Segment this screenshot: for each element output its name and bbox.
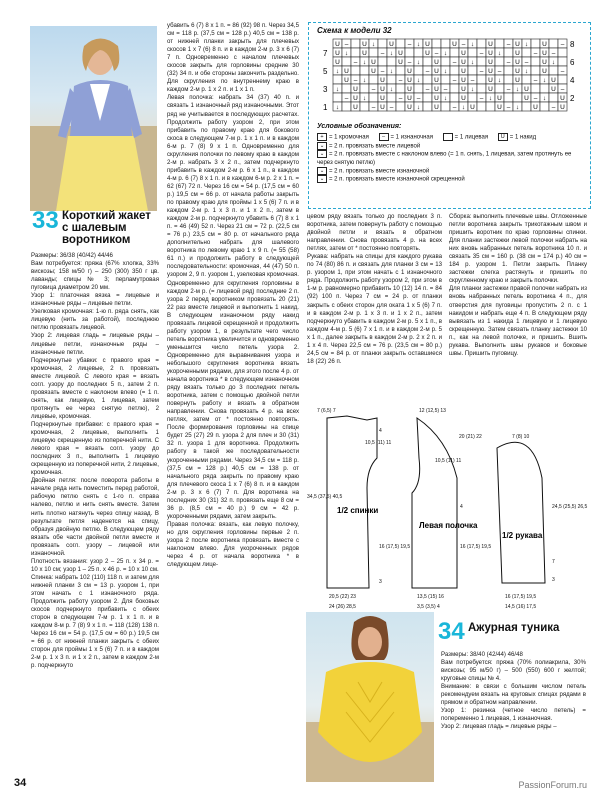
front-dim: 12 (12,5) 13: [419, 408, 446, 414]
model34-illustration: [306, 612, 434, 782]
chart-cell: [531, 39, 540, 48]
chart-symbol: –: [416, 95, 421, 102]
chart-cell: [450, 84, 459, 93]
chart-cell: [441, 102, 450, 111]
chart-symbol: U: [542, 41, 547, 48]
chart-symbol: U: [353, 86, 358, 93]
chart-symbol: U: [389, 41, 394, 48]
back-label: 1/2 спинки: [337, 506, 379, 515]
chart-symbol: –: [479, 50, 484, 57]
chart-symbol: ↓: [443, 95, 448, 102]
site-footer: PassionForum.ru: [518, 780, 587, 790]
chart-cell: [378, 39, 387, 48]
chart-cell: [441, 57, 450, 66]
selvage-symbol-icon: +: [317, 133, 327, 141]
sleeve-dim: 24,5 (25,5) 26,5: [552, 504, 588, 510]
legend-row: ⌄ = 2 п. провязать вместе изнаночной: [317, 167, 585, 176]
chart-symbol: ↓: [335, 68, 340, 75]
chart-symbol: U: [488, 77, 493, 84]
chart-symbol: ↓: [497, 50, 502, 57]
chart-symbol: U: [470, 104, 475, 111]
legend-row: ⌄ = 2 п. провязать вместе лицевой: [317, 142, 585, 151]
legend: [317, 133, 585, 184]
chart-cell: [558, 75, 567, 84]
chart-symbol: U: [380, 104, 385, 111]
chart-cell: [504, 66, 513, 75]
chart-symbol: U: [551, 77, 556, 84]
chart-symbol: –: [380, 68, 385, 75]
chart-symbol: U: [515, 59, 520, 66]
chart-box: [308, 22, 591, 209]
chart-symbol: U: [335, 41, 340, 48]
chart-cell: [387, 57, 396, 66]
chart-symbol: U: [434, 68, 439, 75]
chart-symbol: U: [524, 86, 529, 93]
chart-symbol: –: [452, 104, 457, 111]
chart-symbol: –: [506, 41, 511, 48]
chart-cell: [468, 66, 477, 75]
model34-title: Ажурная туника: [468, 622, 560, 634]
chart-symbol: –: [506, 104, 511, 111]
chart-symbol: –: [524, 59, 529, 66]
chart-symbol: ↓: [470, 41, 475, 48]
page-number: 34: [14, 777, 27, 789]
chart-symbol: U: [515, 68, 520, 75]
chart-symbol: U: [542, 59, 547, 66]
chart-symbol: –: [560, 86, 565, 93]
chart-symbol: U: [398, 50, 403, 57]
chart-cell: [342, 102, 351, 111]
chart-symbol: ↓: [389, 68, 394, 75]
chart-grid: [321, 35, 583, 130]
chart-title: Схема к модели 32: [317, 26, 392, 35]
chart-cell: [531, 57, 540, 66]
chart-symbol: U: [461, 68, 466, 75]
chart-cell: [342, 57, 351, 66]
chart-symbol: U: [380, 86, 385, 93]
chart-cell: [396, 66, 405, 75]
chart-symbol: –: [407, 59, 412, 66]
chart-symbol: U: [461, 59, 466, 66]
chart-symbol: –: [353, 77, 358, 84]
chart-symbol: ↓: [416, 41, 421, 48]
chart-symbol: ↓: [371, 41, 376, 48]
chart-symbol: ↓: [416, 104, 421, 111]
chart-symbol: ↓: [362, 59, 367, 66]
chart-symbol: ↓: [461, 104, 466, 111]
chart-symbol: –: [461, 41, 466, 48]
chart-cell: [333, 75, 342, 84]
model33-col2: убавить 6 (7) 8 х 1 п. = 86 (92) 98 п. Через 34,5 см = 118 р. (37,5 см = 128 р.) 40,5 см = 138 р. от нижней планки закрыть для плечевых скосов 1 х 7 (6) 8 п. и в каждом 2-м р. 3 х 6 (7) 7 п. Одновременно с началом плечевых скосов закрыть для горловины средние 30 (32) 34 п. и обе стороны закончить раздельно. Для скругления по внутреннему краю в каждом 2-м р. 1 х 2 п. и 1 х 1 п. Левая полочка: набрать 34 (37) 40 п. и связать 1 изнаночный ряд изнаночными. Этот ряд не учитывается в последующих расчетах. Продолжить работу узором 2, при этом прибавить по правому краю для бокового скоса в следующем 7-м р. 1 х 1 п. и в каждом 6-м р. 7 (8) 9 х 1 п. Одновременно для скругления полочки по левому краю в каждом 2-м р. набрать 3 х 2 п., затем подчеркнуто прибавить в каждом 2-м р. 6 х 1 п., в каждом 4-м р. 6 (7) 8 х 1 п. и в каждом 6-м р. 2 х 1 п. = 62 (67) 72 п. Через 16 см = 54 р. (17,5 см = 60 р.) 19,5 см = 66 р. от начала работы закрыть по правому краю для проймы 1 х 5 (6) 7 п. и в каждом 2-м р. 1 х 3 п. и 1 х 2 п., затем в каждом 2-м р. подчеркнуто убавить 6 (7) 8 х 1 п. = 46 (49) 52 п. Через 21 см = 72 р. (22,5 см = 76 р.) 23,5 см = 80 р. от начального ряда дополнительно набрать для шалевого воротника по левому краю 1 х 9 п. (= 55 (58) 61 п.) и продолжить работу в следующей последовательности: кромочная, 44 (47) 50 п. узором 2, 9 п. узором 1, узелковая кромочная. Одновременно для скругления горловины в каждом 2-м р. (= лицевой ряд) последние 2 п. узора 2 перед воротником провязать 20 (21) 22 раз вместе лицевой и выполнить 1 накид. В следующем изнаночном ряду накид провязать лицевой скрещенной и продолжить работу узором 1, в результате чего число петель воротника увеличится и одновременно уменьшится число петель узора 2. Одновременно для выравнивания узора и небольшого скругления воротника вязать укороченными рядами, для этого после 4 р. от начала воротника * в следующем изнаночном ряду вязать только до 3 последних петель воротника, затем с помощью двойной петли повернуть работу и вязать в обратном направлении. Снова провязать 4 р. на всех петлях, затем от * постоянно повторять. После формирования горловины на спице будет 25 (27) 29 п. узора 2 для плеч и 30 (31) 32 п. узора 1 для воротника. Продолжить работу в такой же последовательности укороченными рядами. Через 34,5 см = 118 р. (37,5 см = 128 р.) 40,5 см = 138 р. от начального ряда закрыть по правому краю для плечевого скоса 1 х 7 (6) 8 п. и в каждом 2-м р. 3 х 6 (7) 7 п. Для воротника на последних 30 (31) 32 п. провязать еще 8 см = 36 р. (8,5 см = 40 р.) 9 см = 42 р. укороченными рядами, затем закрыть. Правая полочка: вязать, как левую полочку, но для скругления горловины первые 2 п. узора 2 после воротника провязать вместе с наклоном влево. Для укороченных рядов через 4 р. от начала воротника * в следующем лице-: [167, 22, 299, 569]
chart-cell: [423, 75, 432, 84]
chart-symbol: –: [479, 95, 484, 102]
chart-symbol: ↓: [389, 50, 394, 57]
chart-symbol: –: [398, 95, 403, 102]
chart-cell: [360, 102, 369, 111]
chart-symbol: ↓: [542, 95, 547, 102]
legend-title: Условные обозначения:: [317, 123, 402, 130]
chart-cell: [540, 84, 549, 93]
chart-cell: [450, 48, 459, 57]
front-dim: 10,5 (11) 11: [435, 458, 462, 464]
sleeve-outline: [497, 442, 545, 583]
chart-cell: [477, 84, 486, 93]
chart-symbol: U: [434, 77, 439, 84]
chart-symbol: ↓: [515, 104, 520, 111]
p2tog-tbl-symbol-icon: ⌄: [317, 175, 327, 183]
chart-symbol: –: [434, 50, 439, 57]
chart-symbol: –: [371, 86, 376, 93]
chart-symbol: U: [461, 86, 466, 93]
chart-symbol: –: [470, 77, 475, 84]
sleeve-dim: 14,5 (16) 17,5: [505, 604, 537, 610]
back-dim: 16 (17,5) 19,5: [379, 544, 411, 550]
chart-symbol: –: [425, 86, 430, 93]
row-label-right: 8: [570, 40, 575, 49]
chart-cell: [522, 102, 531, 111]
chart-symbol: –: [443, 86, 448, 93]
chart-cell: [477, 102, 486, 111]
chart-symbol: U: [335, 59, 340, 66]
chart-symbol: U: [560, 104, 565, 111]
chart-symbol: U: [344, 68, 349, 75]
chart-symbol: U: [515, 77, 520, 84]
chart-symbol: U: [533, 104, 538, 111]
chart-cell: [504, 93, 513, 102]
back-dim: 34,5 (37,5) 40,5: [307, 494, 343, 500]
chart-symbol: U: [488, 59, 493, 66]
back-dim: 3: [379, 579, 382, 585]
chart-cell: [513, 93, 522, 102]
chart-cell: [351, 39, 360, 48]
chart-symbol: U: [380, 77, 385, 84]
chart-symbol: U: [497, 95, 502, 102]
chart-symbol: –: [506, 86, 511, 93]
sleeve-dim: 7: [552, 559, 555, 565]
chart-symbol: ↓: [362, 77, 367, 84]
chart-cell: [441, 39, 450, 48]
row-label-right: 6: [570, 58, 575, 67]
chart-symbol: U: [353, 95, 358, 102]
chart-symbol: ↓: [443, 68, 448, 75]
chart-cell: [495, 57, 504, 66]
chart-cell: [387, 93, 396, 102]
chart-symbol: U: [407, 104, 412, 111]
chart-cell: [540, 102, 549, 111]
chart-symbol: U: [371, 59, 376, 66]
back-dim: 10,5 (11) 11: [365, 440, 392, 446]
chart-cell: [396, 84, 405, 93]
chart-cell: [531, 66, 540, 75]
chart-symbol: U: [461, 95, 466, 102]
sleeve-label: 1/2 рукава: [502, 531, 543, 540]
chart-cell: [477, 75, 486, 84]
chart-symbol: –: [353, 59, 358, 66]
front-dim: 3,5 (3,5) 4: [417, 604, 440, 610]
chart-symbol: –: [533, 77, 538, 84]
back-dim: 24 (26) 28,5: [329, 604, 356, 610]
chart-cell: [441, 75, 450, 84]
chart-symbol: U: [488, 41, 493, 48]
chart-symbol: U: [452, 41, 457, 48]
model33-illustration: [30, 26, 157, 211]
chart-cell: [360, 66, 369, 75]
row-label-right: 4: [570, 76, 575, 85]
front-label: Левая полочка: [419, 521, 478, 530]
chart-symbol: –: [506, 59, 511, 66]
chart-symbol: U: [425, 41, 430, 48]
chart-symbol: ↓: [362, 95, 367, 102]
chart-cell: [522, 48, 531, 57]
chart-cell: [450, 93, 459, 102]
chart-symbol: U: [380, 95, 385, 102]
chart-symbol: –: [389, 104, 394, 111]
row-label-left: 7: [323, 49, 328, 58]
chart-cell: [369, 75, 378, 84]
chart-cell: [423, 93, 432, 102]
chart-symbol: –: [533, 50, 538, 57]
model33-col4: Сборка: выполнить плечевые швы. Отложенные петли воротника закрыть трикотажным швом и пришить воротник по краю горловины спинки. Для планки застежки левой полочки набрать на них вновь набранных петель воротника 10 п. и связать 35 см = 160 р. (38 см = 174 р.) 40 см = 184 р. узором 1. Петли закрыть. Планку застежки слегка растянуть и пришить по скругленному краю и закрыть полочки. Для планки застежки правой полочки набрать из вновь набранных петель воротника 4 п., для отверстия для пуговицы пропустить 2 п. с 1 накидом и набрать еще 4 п. В следующем ряду вывязать из 1 накида 1 лицевую и 1 лицевую скрещенную. Затем связать планку застежки 10 п., как на левой полочке, и пришить. Вшить рукава. Выполнить швы рукавов и боковые швы. Пришить пуговицу.: [449, 213, 587, 357]
chart-symbol: U: [461, 50, 466, 57]
chart-cell: [549, 93, 558, 102]
chart-symbol: –: [560, 68, 565, 75]
chart-symbol: –: [497, 68, 502, 75]
chart-symbol: U: [362, 50, 367, 57]
chart-symbol: ↓: [470, 86, 475, 93]
chart-symbol: U: [542, 50, 547, 57]
chart-symbol: ↓: [542, 77, 547, 84]
chart-symbol: U: [560, 95, 565, 102]
chart-symbol: –: [479, 68, 484, 75]
row-label-right: 2: [570, 94, 575, 103]
chart-symbol: –: [380, 50, 385, 57]
front-dim: 16 (17,5) 19,5: [460, 544, 492, 550]
chart-symbol: ↓: [470, 59, 475, 66]
chart-symbol: ↓: [416, 77, 421, 84]
chart-symbol: U: [362, 41, 367, 48]
chart-cell: [504, 48, 513, 57]
row-label-left: 1: [323, 103, 328, 112]
chart-cell: [396, 102, 405, 111]
chart-symbol: U: [434, 104, 439, 111]
back-dim: 20,5 (22) 23: [329, 594, 356, 600]
chart-symbol: U: [344, 77, 349, 84]
yarn-over-symbol-icon: U: [498, 133, 508, 141]
chart-symbol: ↓: [335, 104, 340, 111]
chart-symbol: U: [335, 50, 340, 57]
chart-symbol: U: [407, 68, 412, 75]
chart-cell: [414, 84, 423, 93]
chart-symbol: U: [407, 95, 412, 102]
chart-symbol: ↓: [443, 50, 448, 57]
chart-cell: [549, 39, 558, 48]
chart-symbol: U: [461, 77, 466, 84]
chart-cell: [477, 39, 486, 48]
chart-symbol: ↓: [416, 59, 421, 66]
chart-symbol: ↓: [488, 95, 493, 102]
chart-symbol: –: [533, 95, 538, 102]
legend-row: + = 1 кромочная – = 1 изнаночная = 1 лицевая U = 1 накид: [317, 133, 585, 142]
chart-cell: [486, 102, 495, 111]
chart-cell: [504, 75, 513, 84]
chart-symbol: ↓: [551, 59, 556, 66]
chart-symbol: ↓: [515, 86, 520, 93]
chart-cell: [342, 84, 351, 93]
model33-number: 33: [32, 207, 59, 234]
chart-symbol: –: [551, 50, 556, 57]
chart-cell: [468, 93, 477, 102]
p2tog-symbol-icon: ⌄: [317, 167, 327, 175]
chart-cell: [423, 57, 432, 66]
chart-symbol: U: [515, 41, 520, 48]
chart-cell: [468, 48, 477, 57]
model33-photo: [30, 26, 157, 211]
chart-symbol: U: [542, 68, 547, 75]
chart-symbol: –: [452, 59, 457, 66]
chart-cell: [549, 66, 558, 75]
chart-cell: [351, 66, 360, 75]
chart-cell: [351, 48, 360, 57]
chart-symbol: U: [515, 50, 520, 57]
chart-cell: [378, 57, 387, 66]
sleeve-dim: 3: [552, 577, 555, 583]
chart-symbol: U: [407, 77, 412, 84]
back-dim: 7 (6,5) 7: [317, 408, 336, 414]
chart-cell: [558, 57, 567, 66]
chart-cell: [522, 75, 531, 84]
front-dim: 4: [460, 504, 463, 510]
chart-cell: [450, 66, 459, 75]
chart-symbol: U: [398, 59, 403, 66]
chart-cell: [531, 84, 540, 93]
chart-cell: [432, 39, 441, 48]
chart-symbol: U: [434, 86, 439, 93]
chart-symbol: –: [425, 68, 430, 75]
chart-symbol: U: [425, 50, 430, 57]
row-label-left: 3: [323, 85, 328, 94]
chart-symbol: ↓: [524, 68, 529, 75]
chart-symbol: ↓: [389, 86, 394, 93]
model33-col1: Размеры: 36/38 (40/42) 44/46 Вам потребуется: пряжа (67% хлопка, 33% вискозы; 158 м/50 г) – 250 (300) 350 г цв. лаванды; спицы № 3; перламутровая пуговица диаметром 20 мм. Узор 1: платочная вязка = лицевые и изнаночные ряды – лицевые петли. Узелковая кромочная: 1-ю п. ряда снять, как лицевую (нить за работой), последнюю петлю провязать лицевой. Узор 2: лицевая гладь = лицевые ряды – лицевые петли, изнаночные ряды – изнаночные петли. Подчеркнутые убавки: с правого края = кромочная, 2 лицевые, 2 п. провязать вместе лицевой. С левого края = вязать согл. узору до последних 5 п., затем 2 п. провязать вместе с наклоном влево (= 1 п. снять, как лицевую, 1 лицевая, затем протянуть ее через снятую петлю), 2 лицевые, кромочная. Подчеркнутые прибавки: с правого края = кромочная, 2 лицевые, выполнить 1 лицевую скрещенную из поперечной нити. С левого края = вязать согл. узору до последних 3 п., выполнить 1 лицевую скрещенную из поперечной нити, 2 лицевые, кромочная. Двойная петля: после поворота работы в начале ряда нить поместить перед работой, рабочую петлю снять с 1-го п. справа налево, петлю и нить снять вместе. Затем нить плотно натянуть через спицу назад. В результате петля наденется на спицу, образуя двойную петлю. В следующем ряду вязать обе части двойной петли вместе и провязать согл. узору – лицевой или изнаночной. Плотность вязания: узор 2 – 25 п. х 34 р. = 10 х 10 см; узор 1 – 25 п. х 46 р. = 10 х 10 см. Спинка: набрать 102 (110) 118 п. и затем для нижней планки 3 см = 13 р. узором 1, при этом начать с 1 изнаночного ряда. Продолжить работу узором 2. Для боковых скосов подчеркнуто прибавить с обеих сторон в следующем 7-м р. 1 х 1 п. и в каждом 8-м р. 7 (8) 9 х 1 п. = 118 (128) 138 п. Через 16 см = 54 р. (17,5 см = 60 р.) 19,5 см = 66 р. от нижней планки закрыть с обеих сторон для проймы 1 х 5 (6) 7 п. и в каждом 2-м р. 1 х 3 п. и 1 х 2 п., затем в каждом 2-м р. подчеркнуто: [31, 252, 159, 670]
model34-number: 34: [438, 618, 465, 645]
chart-symbol: –: [371, 104, 376, 111]
chart-symbol: –: [398, 77, 403, 84]
chart-symbol: U: [488, 68, 493, 75]
chart-cell: [396, 39, 405, 48]
chart-symbol: –: [560, 41, 565, 48]
chart-symbol: U: [407, 86, 412, 93]
model34-photo: [306, 612, 434, 782]
chart-symbol: U: [371, 68, 376, 75]
chart-cell: [369, 48, 378, 57]
ssk-symbol-icon: ⌄: [317, 150, 327, 158]
back-dim: 4: [379, 428, 382, 434]
model33-col3: цевом ряду вязать только до последних 3 п. воротника, затем повернуть работу с помощью двойной петли и вязать в обратном направлении. Снова провязать 4 р. на всех петлях, затем от * постоянно повторять. Рукава: набрать на спицы для каждого рукава по 74 (80) 86 п. и связать для планки 3 см = 13 р. узором 1, при этом начать с 1 изнаночного ряда. Продолжить работу узором 2, при этом в 1-м р. равномерно прибавить 10 (12) 14 п. = 84 (92) 100 п. Через 7 см = 24 р. от планки закрыть с обеих сторон для оката 1 х 5 (6) 7 п. и в каждом 2-м р. 1 х 3 п. и 1 х 2 п., затем подчеркнуто убавить в каждом 2-м р. 5 х 1 п., в каждом 4-м р. 5 (6) 7 х 1 п. и в каждом 2-м р. 5 х 1 п., далее закрыть в каждом 2-м р. 2 х 2 п. и 1 х 4 п. Через 22,5 см = 76 р. (23,5 см = 80 р.) 24,5 см = 84 р. от планки закрыть оставшиеся 18 (22) 26 п.: [307, 213, 442, 365]
chart-symbol: –: [452, 77, 457, 84]
sleeve-dim: 7 (8) 10: [512, 434, 530, 440]
chart-cell: [477, 57, 486, 66]
garment-schemes: [307, 398, 592, 613]
chart-cell: [558, 48, 567, 57]
model34-text: Размеры: 38/40 (42/44) 46/48 Вам потребуется: пряжа (70% полиакрила, 30% вискозы; 95 м/50 г) – 500 (550) 600 г желтой; круговые спицы № 4. Внимание: в связи с большим числом петель рекомендуем вязать на круговых спицах рядами в прямом и обратном направлении. Узор 1: резинка (четное число петель) = попеременно 1 лицевая, 1 изнаночная. Узор 2: лицевая гладь = лицевые ряды –: [441, 651, 586, 731]
purl-symbol-icon: –: [379, 133, 389, 141]
chart-cell: [360, 84, 369, 93]
chart-symbol: U: [524, 95, 529, 102]
chart-symbol: U: [434, 59, 439, 66]
model33-title: Короткий жакет с шалевым воротником: [62, 210, 151, 246]
chart-symbol: –: [551, 104, 556, 111]
chart-symbol: –: [344, 41, 349, 48]
k2tog-symbol-icon: ⌄: [317, 142, 327, 150]
chart-cell: [423, 102, 432, 111]
chart-symbol: –: [407, 41, 412, 48]
chart-cell: [414, 66, 423, 75]
sleeve-dim: 16 (17,5) 19,5: [505, 594, 537, 600]
chart-cell: [414, 48, 423, 57]
chart-symbol: U: [434, 95, 439, 102]
chart-cell: [405, 48, 414, 57]
front-dim: 13,5 (15) 16: [417, 594, 444, 600]
chart-symbol: U: [551, 86, 556, 93]
legend-row: ⌄ = 2 п. провязать вместе с наклоном влево (= 1 п. снять, 1 лицевая, затем протянуть ее через снятую петлю): [317, 151, 572, 166]
chart-cell: [387, 75, 396, 84]
chart-symbol: U: [497, 104, 502, 111]
chart-cell: [495, 84, 504, 93]
chart-cell: [333, 93, 342, 102]
chart-symbol: ↓: [497, 77, 502, 84]
front-dim: 20 (21) 22: [459, 434, 482, 440]
chart-cell: [495, 39, 504, 48]
chart-symbol: ↓: [524, 41, 529, 48]
chart-symbol: ↓: [344, 50, 349, 57]
chart-symbol: ↓: [335, 86, 340, 93]
row-label-left: 5: [323, 67, 328, 76]
chart-symbol: U: [488, 50, 493, 57]
chart-symbol: U: [353, 104, 358, 111]
chart-symbol: U: [488, 86, 493, 93]
chart-cell: [369, 93, 378, 102]
chart-symbol: –: [344, 95, 349, 102]
front-outline: [412, 418, 457, 588]
knit-symbol-icon: [443, 133, 453, 141]
legend-row: ⌄ = 2 п. провязать вместе изнаночной скрещенной: [317, 175, 585, 184]
